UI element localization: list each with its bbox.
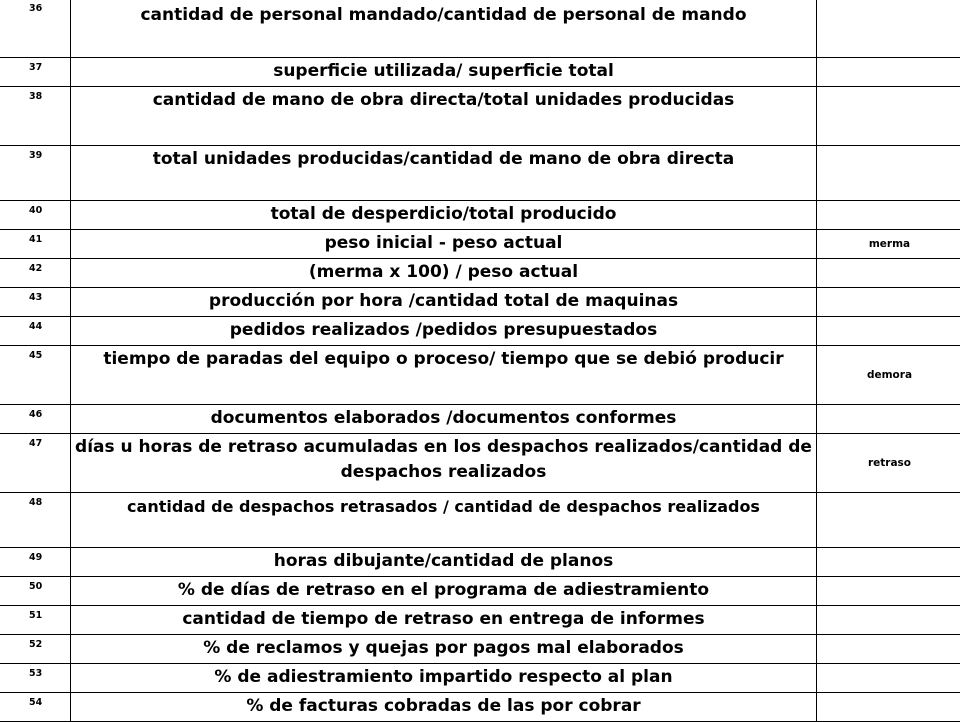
row-note <box>817 146 960 201</box>
row-number: 52 <box>0 635 71 664</box>
row-formula: total unidades producidas/cantidad de mano de obra directa <box>71 146 817 201</box>
row-formula: total de desperdicio/total producido <box>71 201 817 230</box>
row-formula: % de días de retraso en el programa de adiestramiento <box>71 577 817 606</box>
row-number: 37 <box>0 58 71 87</box>
row-formula: (merma x 100) / peso actual <box>71 259 817 288</box>
row-formula: horas dibujante/cantidad de planos <box>71 548 817 577</box>
row-number: 39 <box>0 146 71 201</box>
table-row <box>0 693 960 722</box>
row-formula: días u horas de retraso acumuladas en los despachos realizados/cantidad de despachos realizados <box>71 434 817 493</box>
row-note <box>817 259 960 288</box>
row-note <box>817 405 960 434</box>
row-formula: cantidad de despachos retrasados / cantidad de despachos realizados <box>71 493 817 548</box>
row-formula: documentos elaborados /documentos conformes <box>71 405 817 434</box>
row-formula: cantidad de tiempo de retraso en entrega de informes <box>71 606 817 635</box>
table-row <box>0 146 960 201</box>
row-number: 51 <box>0 606 71 635</box>
table-row <box>0 230 960 259</box>
row-note <box>817 288 960 317</box>
row-number: 48 <box>0 493 71 548</box>
row-note <box>817 577 960 606</box>
row-number: 42 <box>0 259 71 288</box>
row-formula: producción por hora /cantidad total de maquinas <box>71 288 817 317</box>
row-note <box>817 664 960 693</box>
row-number: 40 <box>0 201 71 230</box>
row-note <box>817 493 960 548</box>
table-row <box>0 635 960 664</box>
row-note <box>817 606 960 635</box>
row-number: 38 <box>0 87 71 146</box>
row-formula: pedidos realizados /pedidos presupuestados <box>71 317 817 346</box>
table-row <box>0 87 960 146</box>
table-row <box>0 58 960 87</box>
row-number: 44 <box>0 317 71 346</box>
row-note <box>817 58 960 87</box>
table-row <box>0 201 960 230</box>
row-note: retraso <box>817 434 960 493</box>
table-row <box>0 493 960 548</box>
table-row <box>0 577 960 606</box>
table-row <box>0 664 960 693</box>
table-row <box>0 434 960 493</box>
table-row <box>0 317 960 346</box>
row-formula: superficie utilizada/ superficie total <box>71 58 817 87</box>
row-number: 41 <box>0 230 71 259</box>
row-formula: tiempo de paradas del equipo o proceso/ tiempo que se debió producir <box>71 346 817 405</box>
row-note <box>817 0 960 58</box>
row-number: 36 <box>0 0 71 58</box>
row-note: merma <box>817 230 960 259</box>
table-row <box>0 346 960 405</box>
row-note <box>817 317 960 346</box>
row-number: 49 <box>0 548 71 577</box>
table-row <box>0 0 960 58</box>
row-number: 45 <box>0 346 71 405</box>
row-note: demora <box>817 346 960 405</box>
row-formula: % de facturas cobradas de las por cobrar <box>71 693 817 722</box>
row-number: 54 <box>0 693 71 722</box>
row-number: 47 <box>0 434 71 493</box>
table-row <box>0 405 960 434</box>
row-note <box>817 548 960 577</box>
row-number: 50 <box>0 577 71 606</box>
table-row <box>0 606 960 635</box>
row-note <box>817 87 960 146</box>
table-row <box>0 288 960 317</box>
row-note <box>817 635 960 664</box>
row-number: 43 <box>0 288 71 317</box>
row-formula: % de adiestramiento impartido respecto al plan <box>71 664 817 693</box>
table-row <box>0 259 960 288</box>
row-formula: cantidad de personal mandado/cantidad de personal de mando <box>71 0 817 58</box>
table-row <box>0 548 960 577</box>
row-note <box>817 693 960 722</box>
row-note <box>817 201 960 230</box>
row-number: 53 <box>0 664 71 693</box>
row-number: 46 <box>0 405 71 434</box>
row-formula: peso inicial - peso actual <box>71 230 817 259</box>
row-formula: cantidad de mano de obra directa/total unidades producidas <box>71 87 817 146</box>
row-formula: % de reclamos y quejas por pagos mal elaborados <box>71 635 817 664</box>
